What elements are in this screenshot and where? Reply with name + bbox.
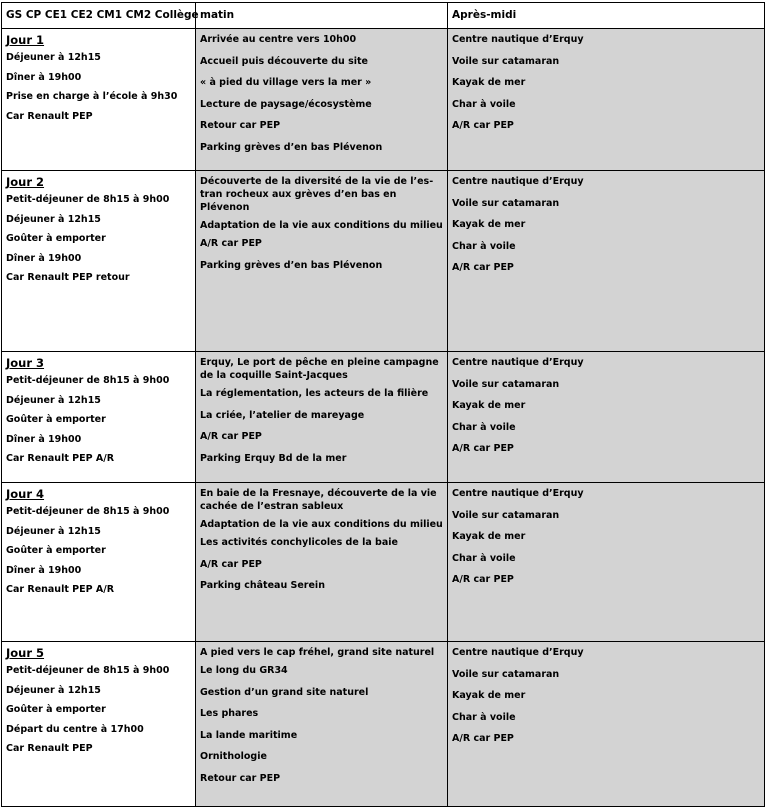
day-info-item: Petit-déjeuner de 8h15 à 9h00 — [6, 375, 170, 386]
afternoon-activity: Centre nautique d’Erquy — [452, 34, 584, 45]
day-title: Jour 3 — [6, 356, 45, 370]
afternoon-activity-list — [448, 29, 764, 132]
day-info-item: Déjeuner à 12h15 — [6, 394, 101, 406]
morning-activity: La criée, l’atelier de mareyage — [200, 409, 365, 421]
morning-activity-list — [196, 171, 447, 272]
afternoon-activity: Kayak de mer — [452, 219, 526, 231]
morning-activity: Parking château Serein — [200, 580, 325, 591]
day-info-item: Dîner à 19h00 — [6, 252, 82, 264]
day-info-item: Car Renault PEP retour — [6, 272, 130, 284]
morning-activity: La lande maritime — [200, 729, 298, 741]
afternoon-activity: Char à voile — [452, 552, 516, 564]
afternoon-activity: A/R car PEP — [452, 733, 514, 745]
afternoon-cell — [448, 352, 765, 483]
day-info-item: Dîner à 19h00 — [6, 433, 82, 445]
morning-cell — [196, 483, 448, 642]
afternoon-activity: A/R car PEP — [452, 574, 514, 586]
day-info-cell — [2, 352, 196, 483]
morning-activity: Le long du GR34 — [200, 665, 288, 676]
morning-cell — [196, 171, 448, 352]
morning-activity: Les phares — [200, 708, 259, 719]
afternoon-activity: Kayak de mer — [452, 690, 526, 702]
morning-activity: A/R car PEP — [200, 238, 262, 249]
day-info-item: Prise en charge à l’école à 9h30 — [6, 91, 178, 103]
morning-activity-list — [196, 483, 447, 592]
day-info-item: Goûter à emporter — [6, 414, 106, 426]
morning-cell — [196, 352, 448, 483]
afternoon-activity: Centre nautique d’Erquy — [452, 357, 584, 368]
afternoon-activity: Kayak de mer — [452, 77, 526, 89]
morning-activity: Parking grèves d’en bas Plévenon — [200, 259, 383, 271]
afternoon-activity: Voile sur catamaran — [452, 378, 560, 390]
afternoon-activity: A/R car PEP — [452, 120, 514, 132]
day-info-list — [2, 193, 195, 284]
afternoon-cell — [448, 642, 765, 807]
morning-cell — [196, 29, 448, 171]
day-title: Jour 4 — [6, 487, 45, 501]
header-levels: GS CP CE1 CE2 CM1 CM2 Collège — [6, 9, 199, 21]
day-info-item: Goûter à emporter — [6, 545, 106, 557]
morning-activity: Parking grèves d’en bas Plévenon — [200, 141, 383, 153]
morning-activity: Ornithologie — [200, 751, 267, 762]
morning-activity-list — [196, 642, 447, 785]
day-info-list — [2, 505, 195, 596]
header-afternoon-cell — [448, 3, 765, 29]
day-title: Jour 2 — [6, 175, 45, 189]
afternoon-activity: Char à voile — [452, 98, 516, 110]
day-row — [2, 483, 765, 642]
morning-activity-list — [196, 352, 447, 465]
morning-activity: Retour car PEP — [200, 772, 281, 784]
morning-activity: Retour car PEP — [200, 120, 281, 131]
afternoon-activity: Kayak de mer — [452, 400, 526, 412]
day-row — [2, 171, 765, 352]
morning-activity: Adaptation de la vie aux conditions du milieu — [200, 220, 443, 231]
afternoon-cell — [448, 171, 765, 352]
header-morning: matin — [200, 9, 235, 21]
header-afternoon: Après-midi — [452, 9, 517, 21]
morning-activity: Parking Erquy Bd de la mer — [200, 452, 347, 464]
afternoon-activity: Centre nautique d’Erquy — [452, 647, 584, 658]
afternoon-activity: Centre nautique d’Erquy — [452, 488, 584, 499]
morning-activity: En baie de la Fresnaye, découverte de la vie cachée de l’estran sableux — [200, 488, 437, 512]
afternoon-activity: A/R car PEP — [452, 443, 514, 455]
afternoon-activity: Voile sur catamaran — [452, 668, 560, 680]
afternoon-activity: Voile sur catamaran — [452, 55, 560, 67]
day-info-item: Car Renault PEP A/R — [6, 453, 115, 465]
day-row — [2, 642, 765, 807]
day-info-cell — [2, 642, 196, 807]
afternoon-activity-list — [448, 642, 764, 745]
morning-activity: Lecture de paysage/écosystème — [200, 98, 372, 110]
morning-activity: Erquy, Le port de pêche en pleine campagne de la coquille Saint-Jacques — [200, 357, 439, 381]
day-info-item: Goûter à emporter — [6, 704, 106, 716]
afternoon-activity: Centre nautique d’Erquy — [452, 176, 584, 187]
morning-activity: La réglementation, les acteurs de la filière — [200, 388, 429, 399]
schedule-table — [1, 2, 765, 807]
day-info-item: Car Renault PEP — [6, 110, 93, 122]
afternoon-activity: Char à voile — [452, 240, 516, 252]
afternoon-activity-list — [448, 171, 764, 274]
day-info-item: Déjeuner à 12h15 — [6, 52, 101, 63]
day-info-item: Goûter à emporter — [6, 233, 106, 245]
day-info-item: Déjeuner à 12h15 — [6, 213, 101, 225]
day-info-item: Petit-déjeuner de 8h15 à 9h00 — [6, 506, 170, 517]
day-info-item: Petit-déjeuner de 8h15 à 9h00 — [6, 194, 170, 205]
day-info-item: Dîner à 19h00 — [6, 564, 82, 576]
morning-activity: Adaptation de la vie aux conditions du milieu — [200, 519, 443, 530]
day-info-item: Déjeuner à 12h15 — [6, 684, 101, 696]
header-levels-cell — [2, 3, 199, 29]
morning-activity: Gestion d’un grand site naturel — [200, 686, 369, 698]
header-morning-cell — [196, 3, 448, 29]
morning-activity: Découverte de la diversité de la vie de l’es-tran rocheux aux grèves d’en bas en Plévenon — [200, 176, 434, 213]
morning-activity: « à pied du village vers la mer » — [200, 77, 372, 88]
day-info-item: Car Renault PEP — [6, 743, 93, 755]
morning-activity: A/R car PEP — [200, 431, 262, 442]
afternoon-activity: Char à voile — [452, 711, 516, 723]
day-info-list — [2, 374, 195, 465]
day-info-cell — [2, 483, 196, 642]
header-row — [2, 3, 765, 29]
day-info-list — [2, 664, 195, 755]
morning-activity: Arrivée au centre vers 10h00 — [200, 34, 357, 45]
morning-cell — [196, 642, 448, 807]
day-info-item: Déjeuner à 12h15 — [6, 525, 101, 537]
day-info-item: Car Renault PEP A/R — [6, 584, 115, 596]
morning-activity-list — [196, 29, 447, 154]
day-info-item: Dîner à 19h00 — [6, 71, 82, 83]
afternoon-activity: Char à voile — [452, 421, 516, 433]
morning-activity: A pied vers le cap fréhel, grand site naturel — [200, 647, 435, 658]
afternoon-cell — [448, 29, 765, 171]
day-info-item: Petit-déjeuner de 8h15 à 9h00 — [6, 665, 170, 676]
afternoon-activity: A/R car PEP — [452, 262, 514, 274]
afternoon-activity-list — [448, 352, 764, 455]
afternoon-activity: Voile sur catamaran — [452, 509, 560, 521]
day-info-cell — [2, 171, 196, 352]
day-title: Jour 1 — [6, 33, 45, 47]
afternoon-activity: Voile sur catamaran — [452, 197, 560, 209]
afternoon-activity-list — [448, 483, 764, 586]
morning-activity: Accueil puis découverte du site — [200, 55, 368, 67]
day-info-item: Départ du centre à 17h00 — [6, 723, 144, 735]
day-info-list — [2, 51, 195, 123]
day-row — [2, 352, 765, 483]
day-info-cell — [2, 29, 196, 171]
morning-activity: Les activités conchylicoles de la baie — [200, 537, 398, 548]
afternoon-activity: Kayak de mer — [452, 531, 526, 543]
day-title: Jour 5 — [6, 646, 45, 660]
morning-activity: A/R car PEP — [200, 558, 262, 570]
day-row — [2, 29, 765, 171]
afternoon-cell — [448, 483, 765, 642]
